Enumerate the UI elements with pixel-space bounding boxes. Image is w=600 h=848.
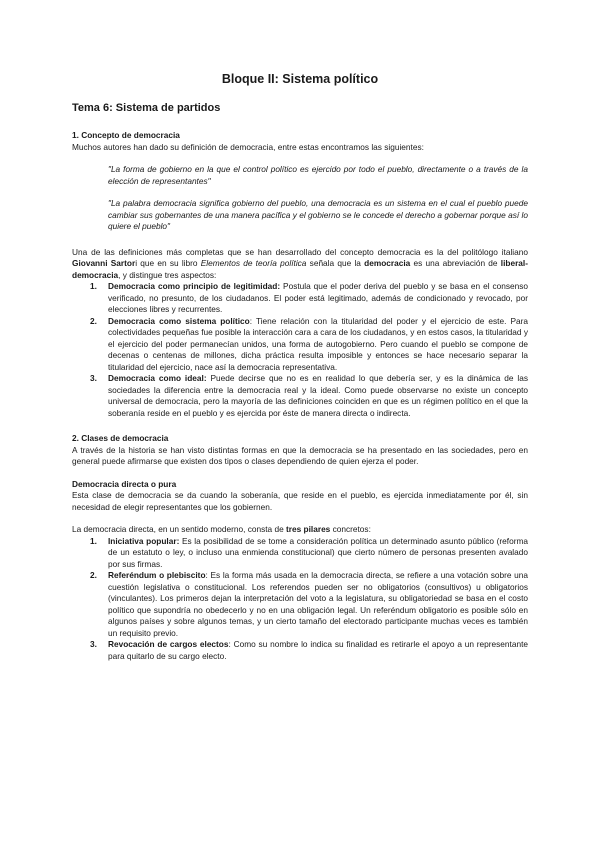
document-title: Bloque II: Sistema político [221, 72, 379, 86]
section-intro: A través de la historia se han visto distintas formas en que la democracia se ha presentado en las sociedades, pero en general puede afirmarse que existen dos tipos o clases dependiendo de quien ejerza el poder. [72, 444, 528, 466]
section-heading-clases: 2. Clases de democracia [72, 433, 169, 443]
quote-1: "La forma de gobierno en la que el control político es ejercido por todo el pueblo, directamente o a través de la elección de representantes" [108, 164, 528, 186]
list-item: 1. Democracia como principio de legitimidad: Postula que el poder deriva del pueblo y se basa en el consenso verificado, no presunto, de los ciudadanos. El poder está legitimado, además de condicionado y revocado, por elecciones libres y recurrentes. [90, 281, 528, 314]
quote-2: "La palabra democracia significa gobierno del pueblo, una democracia es un sistema en el cual el pueblo puede cambiar sus gobernantes de una manera pacífica y el gobierno se le concede el derecho a gobernar porque así lo quiere el pueblo" [108, 198, 528, 231]
list-item: 3. Democracia como ideal: Puede decirse que no es en realidad lo que debería ser, y es la dinámica de las sociedades la diferencia entre la democracia real y la ideal. Como puede observarse no existe un concepto universal de democracia, pero la mayoría de las definiciones coinciden en que es un régimen político en el que la soberanía reside en el pueblo y es ejercida por éste de manera directa o indirecta. [90, 373, 528, 418]
subsection-text: Esta clase de democracia se da cuando la soberanía, que reside en el pueblo, es ejercida inmediatamente por él, sin necesidad de elegir representantes que los gobiernen. [72, 490, 528, 512]
subsection-heading: Democracia directa o pura [72, 478, 177, 489]
aspects-list [72, 281, 528, 419]
list-item: 2. Referéndum o plebiscito: Es la forma más usada en la democracia directa, se refiere a una votación sobre una cuestión legislativa o constitucional. Los referendos pueden ser no obligatorios (consultivos) u obligatorios (vinculantes). Los primeros dejan la interpretación del voto a la legislatura, su obligatoriedad se basa en el costo político que supondría no obedecerlo y no en una obligación legal. Un referéndum obligatorio es posible sólo en algunos países y sobre algunos temas, y un cierto tamaño del electorado participante muchas veces es también un requisito previo. [90, 570, 529, 638]
chapter-heading: Tema 6: Sistema de partidos [72, 102, 221, 114]
pillars-intro: La democracia directa, en un sentido moderno, consta de tres pilares concretos: [72, 524, 371, 534]
list-item: 2. Democracia como sistema político: Tiene relación con la titularidad del poder y el ejercicio de este. Para colectividades pequeñas fue posible la interacción cara a cara de los ciudadanos, y en estos casos, la titularidad y el ejercicio del poder permanecían unidos, una forma de autogobierno. Pero cuando el pueblo se compone de decenas o centenas de millones, dicha práctica resulta imposible y entonces se hace necesario separar la titularidad del ejercicio, nace así la democracia representativa. [90, 315, 528, 372]
list-item: 3. Revocación de cargos electos: Como su nombre lo indica su finalidad es retirarle el apoyo a un representante para quitarlo de su cargo electo. [90, 639, 528, 661]
document-page [72, 72, 528, 662]
sartori-paragraph: Una de las definiciones más completas que se han desarrollado del concepto democracia es la del politólogo italiano Giovanni Sartori que en su libro Elementos de teoría política señala que la democracia es una abreviación de liberal-democracia, y distingue tres aspectos: [72, 246, 528, 280]
section-intro: Muchos autores han dado su definición de democracia, entre estas encontramos las siguientes: [72, 141, 424, 152]
sartori-name: Giovanni Sartor [72, 258, 136, 268]
section-heading-concepto: 1. Concepto de democracia [72, 130, 180, 140]
list-item: 1. Iniciativa popular: Es la posibilidad de se tome a consideración política un determinado asunto público (reforma de un estatuto o ley, o incluso una enmienda constitucional) que cierto número de personas presenten avalado por sus firmas. [90, 535, 528, 569]
pillars-list [72, 536, 528, 663]
book-title: Elementos de teoría política [200, 258, 307, 268]
